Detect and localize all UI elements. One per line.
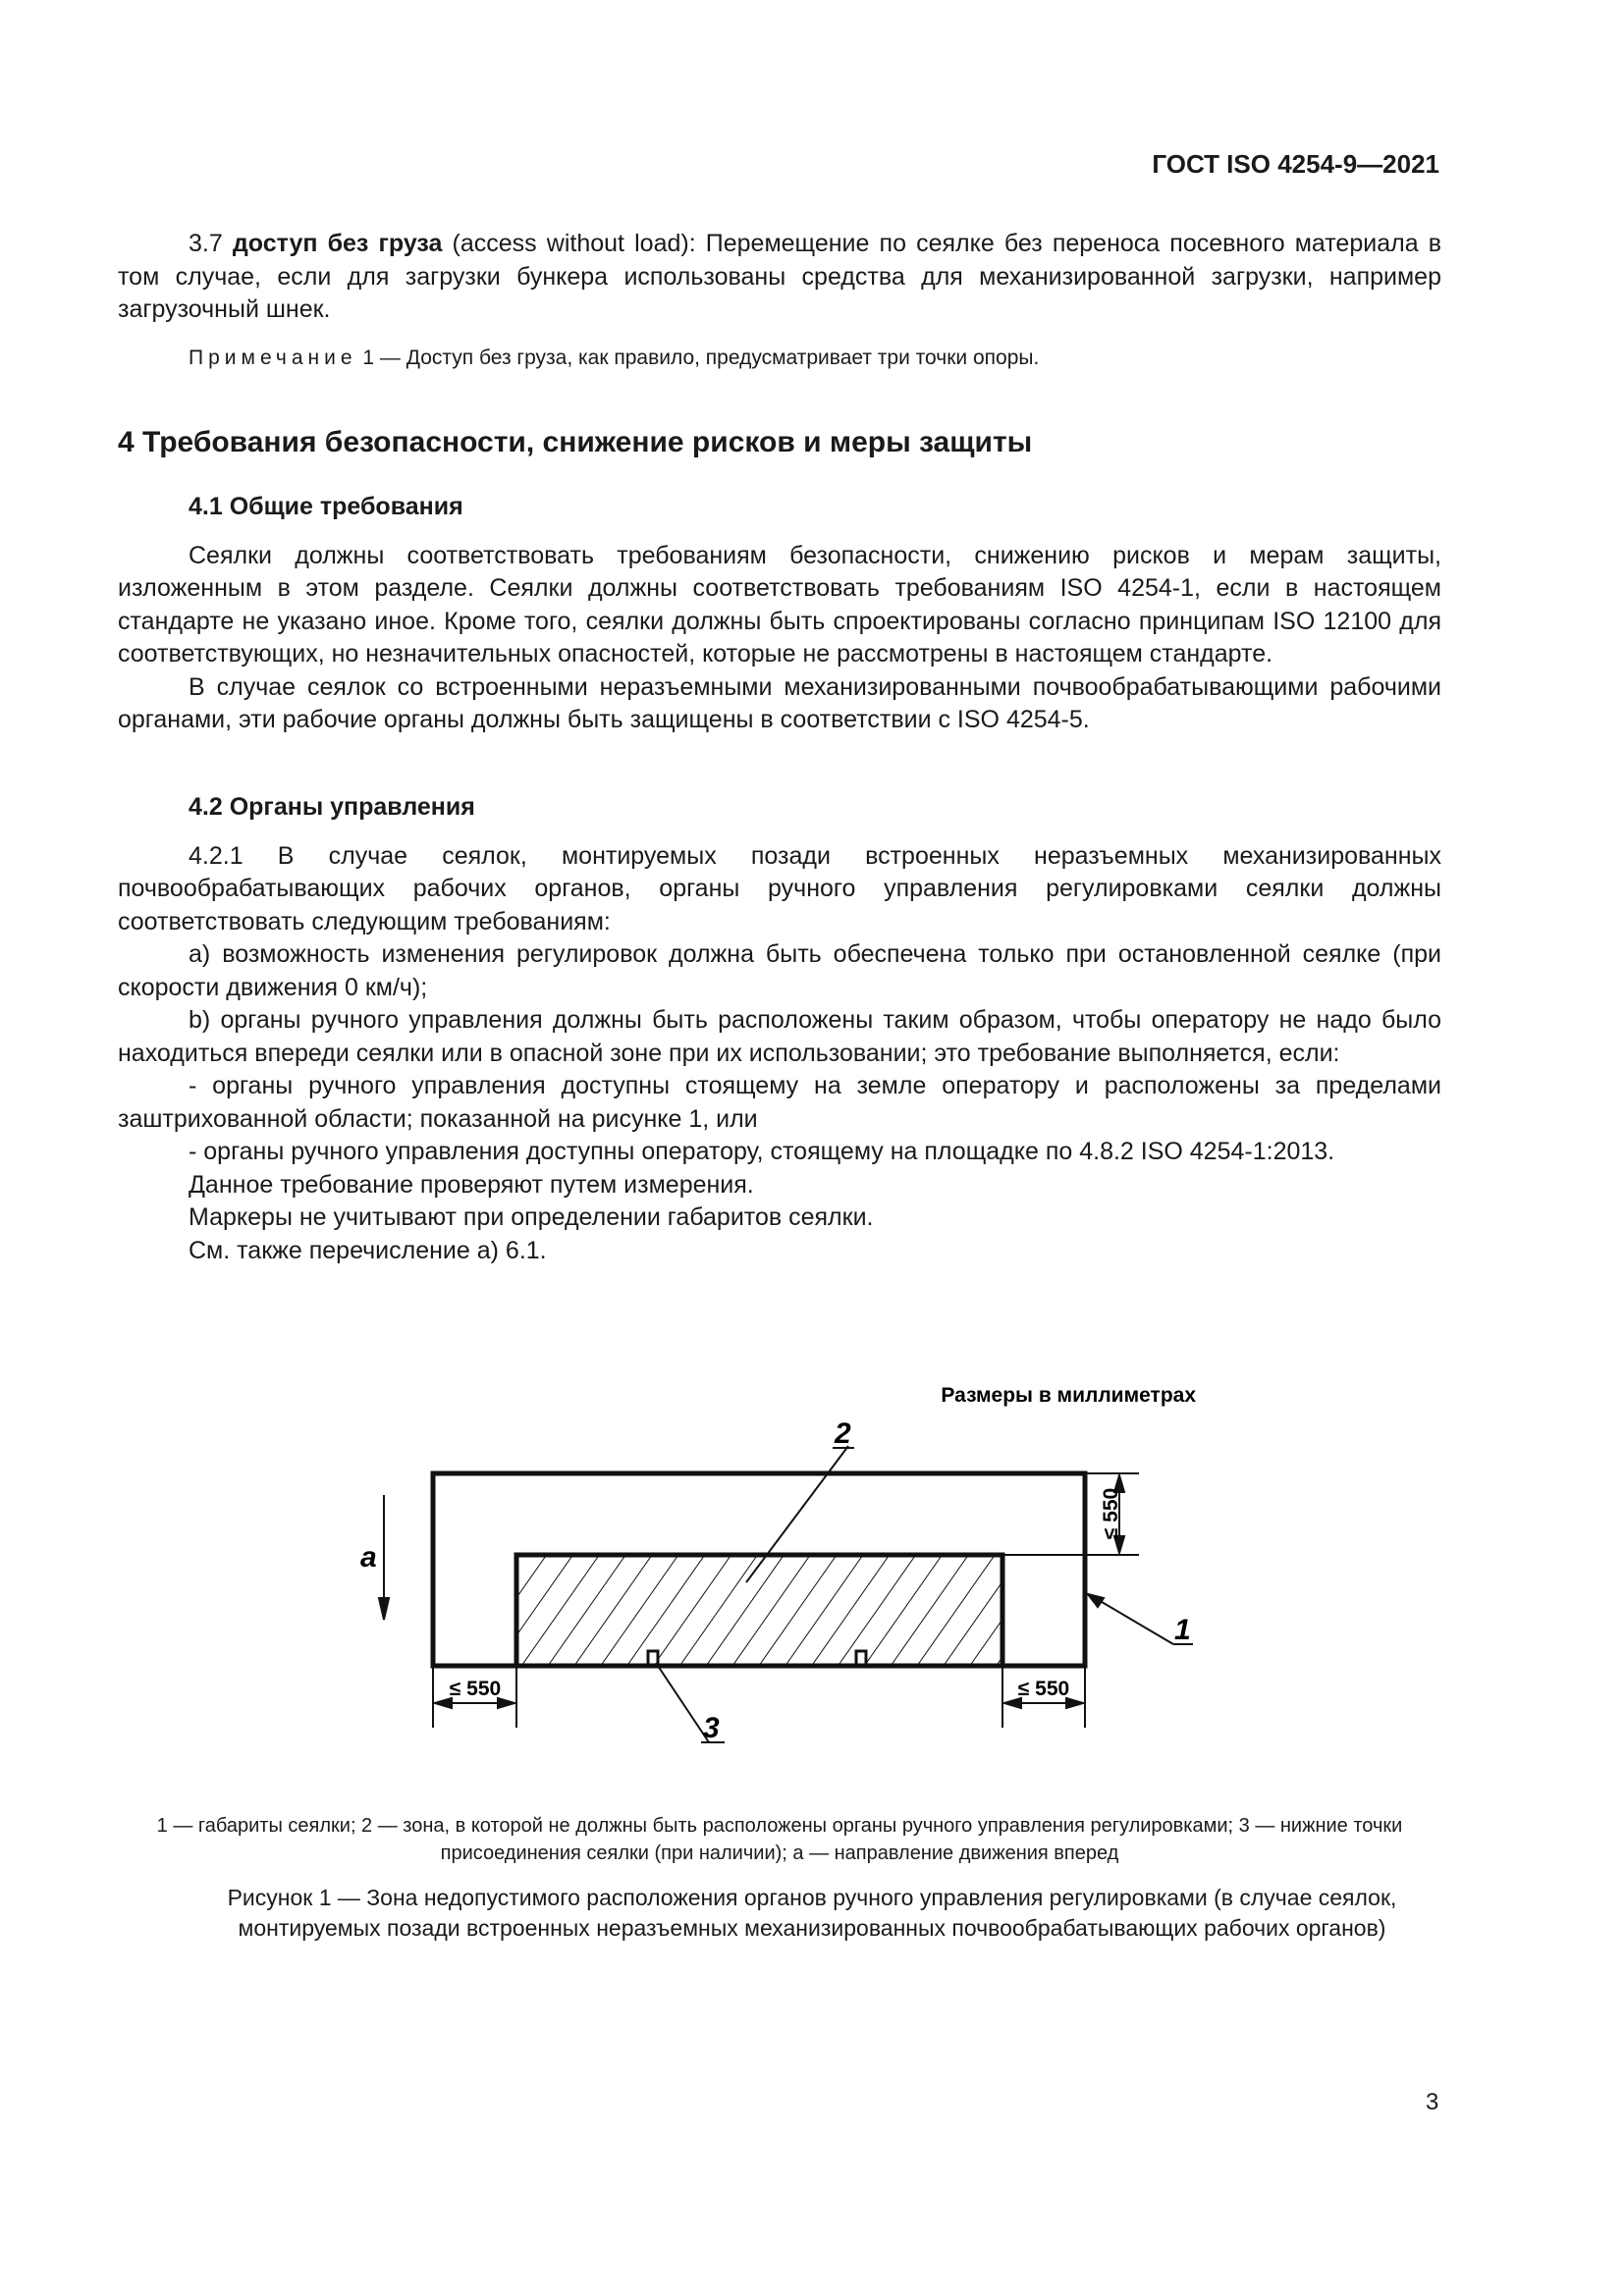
paragraph: 4.2.1 В случае сеялок, монтируемых позади встроенных неразъемных механизированных почвообрабатывающих рабочих органов, органы ручного управления регулировками сеялки должны соответствовать следующим требованиям: [118,841,1441,935]
figure-legend: 1 — габариты сеялки; 2 — зона, в которой не должны быть расположены органы ручного управления регулировками; 3 — нижние точки присоединения сеялки (при наличии); а — направление движения вперед [156,1815,1403,1864]
clause-term: доступ без груза [232,230,443,257]
direction-label: a [360,1541,377,1574]
list-item-a: a) возможность изменения регулировок должна быть обеспечена только при остановленной сеялке (при скорости движения 0 км/ч); [118,940,1441,1001]
clause-text: (access without load): Перемещение по сеялке без переноса посевного материала в том случае, если для загрузки бункера использованы средства для механизированной загрузки, например загрузочный шнек. [118,230,1442,323]
note-text: 1 — Доступ без груза, как правило, предусматривает три точки опоры. [362,347,1040,369]
section-4-title: 4 Требования безопасности, снижение рисков и меры защиты [118,426,1033,458]
paragraph: См. также перечисление а) 6.1. [189,1236,547,1264]
paragraph: Маркеры не учитывают при определении габаритов сеялки. [189,1203,874,1231]
note-label: Примечание [189,347,357,369]
page-number: 3 [1426,2089,1439,2115]
units-note: Размеры в миллиметрах [941,1384,1196,1407]
dimension-right-label: ≤ 550 [1017,1678,1070,1700]
figure-title: Рисунок 1 — Зона недопустимого расположения органов ручного управления регулировками (в случае сеялок, монтируемых позади встроенных неразъемных механизированных почвообрабатывающих рабочих органов) [227,1885,1397,1941]
outline-label: 1 [1174,1614,1191,1646]
document-code-header: ГОСТ ISO 4254-9—2021 [1152,149,1439,179]
paragraph: В случае сеялок со встроенными неразъемными механизированными почвообрабатывающими рабочими органами, эти рабочие органы должны быть защищены в соответствии с ISO 4254-5. [118,672,1441,733]
section-4-2-title: 4.2 Органы управления [189,793,475,821]
section-4-1-title: 4.1 Общие требования [189,493,463,520]
paragraph: Данное требование проверяют путем измерения. [189,1170,754,1199]
attachment-point-marker [856,1651,866,1665]
dimension-top-label: ≤ 550 [1100,1487,1122,1540]
points-label: 3 [703,1712,720,1744]
zone-label: 2 [835,1417,851,1450]
sub-list-item: - органы ручного управления доступны стоящему на земле оператору и расположены за пределами заштрихованной области; показанной на рисунке 1, или [118,1072,1441,1133]
clause-number: 3.7 [189,230,223,257]
paragraph: Сеялки должны соответствовать требованиям безопасности, снижению рисков и мерам защиты, изложенным в этом разделе. Сеялки должны соответствовать требованиям ISO 4254-1, если в настоящем стандарте не указано иное. Кроме того, сеялки должны быть спроектированы согласно принципам ISO 12100 для соответствующих, но незначительных опасностей, которые не рассмотрены в настоящем стандарте. [118,541,1441,667]
sub-list-item: - органы ручного управления доступны оператору, стоящему на площадке по 4.8.2 ISO 4254-1:2013. [189,1138,1335,1165]
dimension-left-label: ≤ 550 [449,1678,502,1700]
hatched-zone [516,1555,1002,1666]
list-item-b: b) органы ручного управления должны быть расположены таким образом, чтобы оператору не надо было находиться впереди сеялки или в опасной зоне при их использовании; это требование выполняется, если: [118,1006,1441,1067]
